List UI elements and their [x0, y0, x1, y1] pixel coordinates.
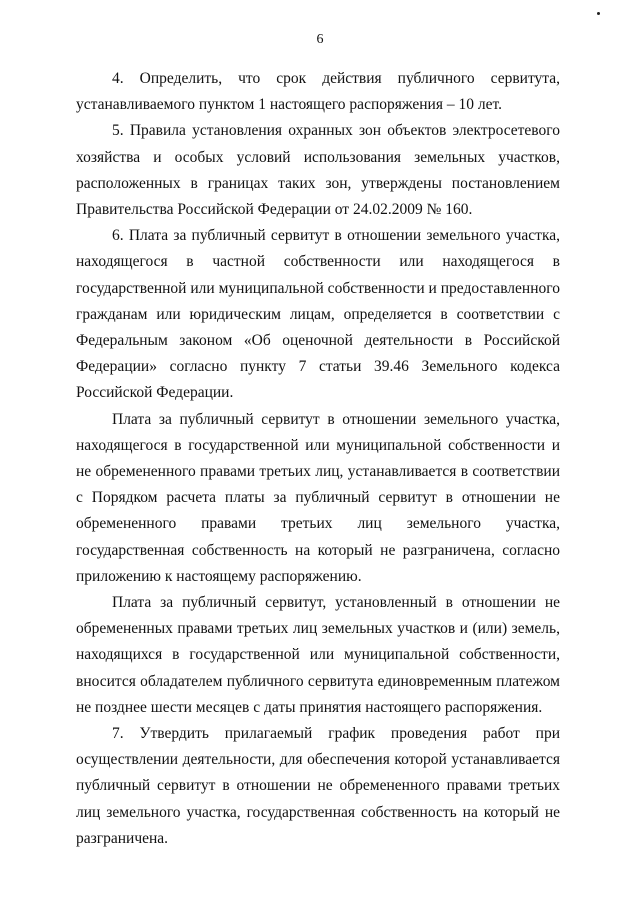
- page-number: 6: [316, 32, 324, 47]
- scan-speck-mark: [597, 12, 600, 15]
- paragraph-item-7: 7. Утвердить прилагаемый график проведения работ при осуществлении деятельности, для обеспечения которой устанавливается публичный сервитут в отношении не обремененного правами третьих лиц земельного участка, государственная собственность на который не разграничена.: [76, 725, 560, 847]
- paragraph-fee-state-land: Плата за публичный сервитут в отношении земельного участка, находящегося в государственной или муниципальной собственности и не обремененного правами третьих лиц, устанавливается в соответствии с Порядком расчета платы за публичный сервитут в отношении не обремененного правами третьих лиц земельного участка, государственная собственность на который не разграничена, согласно приложению к настоящему распоряжению.: [76, 410, 560, 585]
- paragraph-fee-payment-term: Плата за публичный сервитут, установленный в отношении не обремененных правами третьих лиц земельных участков и (или) земель, находящихся в государственной или муниципальной собственности, вносится обладателем публичного сервитута единовременным платежом не позднее шести месяцев с даты принятия настоящего распоряжения.: [76, 594, 560, 716]
- document-body: [76, 66, 560, 852]
- paragraph-item-4: 4. Определить, что срок действия публичного сервитута, устанавливаемого пунктом 1 настоящего распоряжения – 10 лет.: [76, 70, 560, 114]
- paragraph-item-6: 6. Плата за публичный сервитут в отношении земельного участка, находящегося в частной собственности или находящегося в государственной или муниципальной собственности и предоставленного гражданам или юридическим лицам, определяется в соответствии с Федеральным законом «Об оценочной деятельности в Российской Федерации» согласно пункту 7 статьи 39.46 Земельного кодекса Российской Федерации.: [76, 227, 560, 402]
- paragraph-item-5: 5. Правила установления охранных зон объектов электросетевого хозяйства и особых условий использования земельных участков, расположенных в границах таких зон, утверждены постановлением Правительства Российской Федерации от 24.02.2009 № 160.: [76, 122, 560, 219]
